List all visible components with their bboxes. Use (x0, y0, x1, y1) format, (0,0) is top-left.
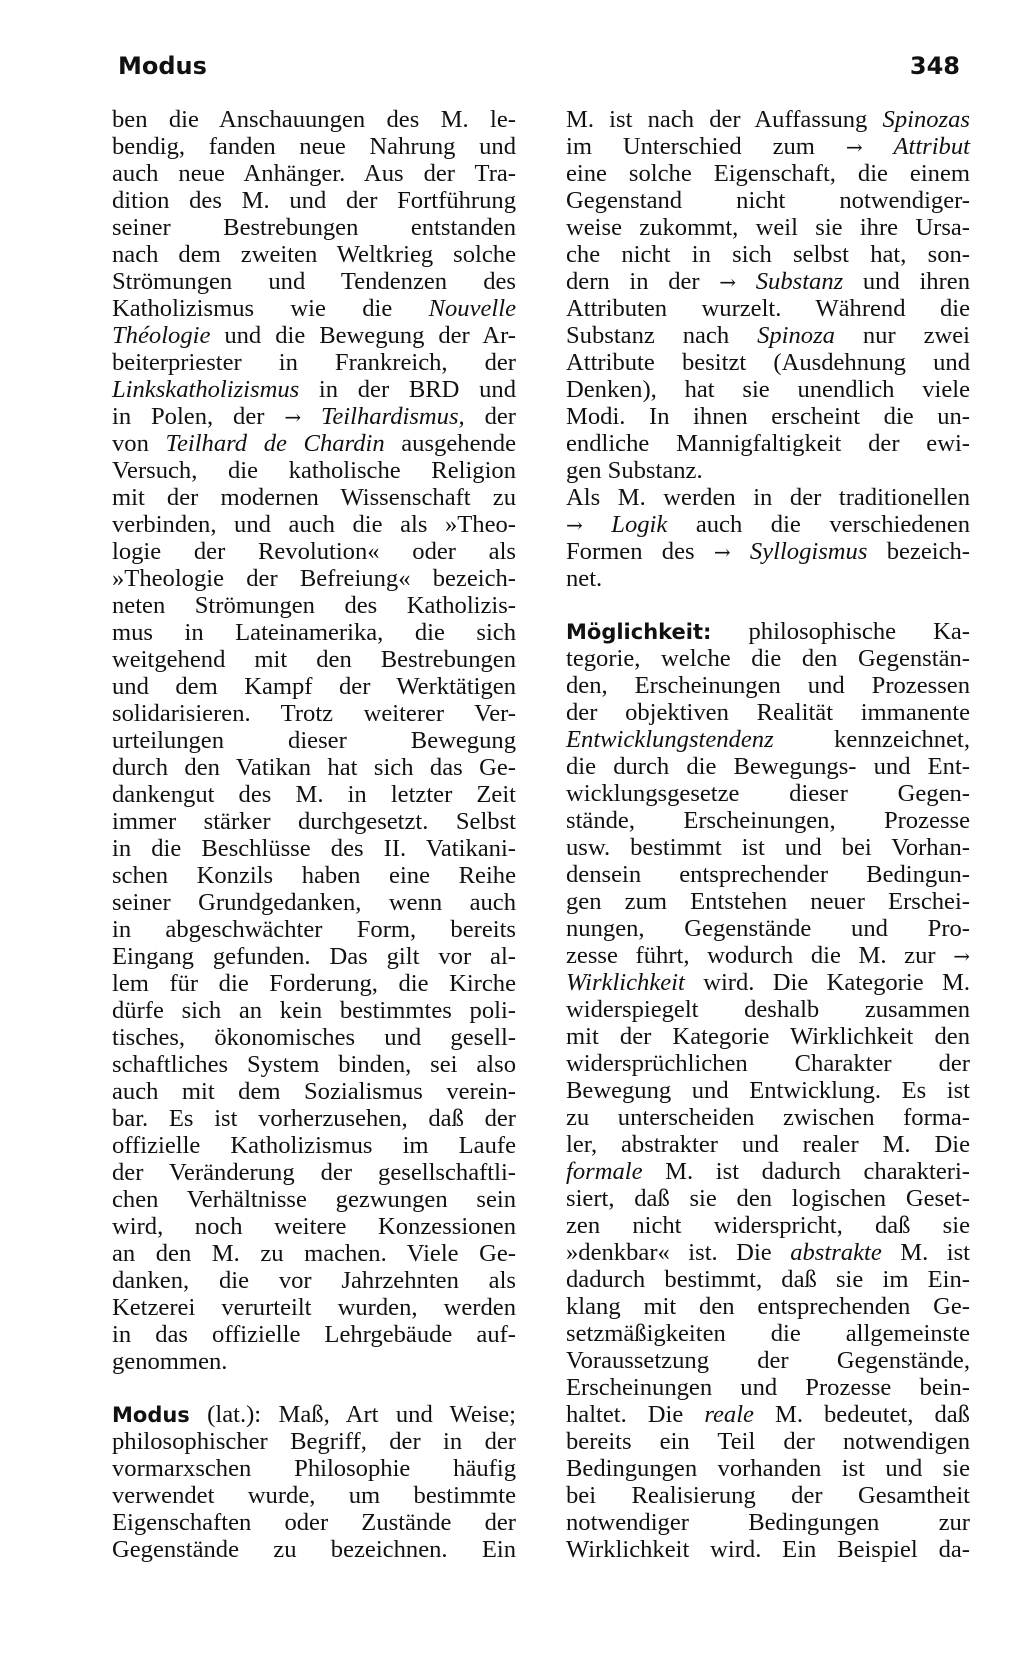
text-line: notwendiger Bedingungen zur (566, 1509, 970, 1536)
text-line: den, Erscheinungen und Prozessen (566, 672, 970, 699)
text-line: seiner Grundgedanken, wenn auch (112, 889, 516, 916)
text-line: Gegenstände zu bezeichnen. Ein (112, 1536, 516, 1563)
text-line: logie der Revolution« oder als (112, 538, 516, 565)
text-line: dadurch bestimmt, daß sie im Ein- (566, 1266, 970, 1293)
text-line: genommen. (112, 1348, 228, 1375)
cross-reference-term: Spinozas (882, 106, 970, 133)
text-line: Linkskatholizismus in der BRD und (112, 376, 516, 403)
text-line: gen Substanz. (566, 457, 703, 484)
cross-reference-term: Syllogismus (749, 538, 868, 565)
text-line: dankengut des M. in letzter Zeit (112, 781, 516, 808)
text-line: immer stärker durchgesetzt. Selbst (112, 808, 516, 835)
text-line: tisches, ökonomisches und gesell- (112, 1024, 516, 1051)
cross-reference-term: Wirklichkeit (566, 969, 685, 996)
text-line: setzmäßigkeiten die allgemeinste (566, 1320, 970, 1347)
entry-separator (112, 1375, 516, 1401)
text-line: Attribute besitzt (Ausdehnung und (566, 349, 970, 376)
emphasized-term: abstrakte (790, 1239, 882, 1266)
text-line: stände, Erscheinungen, Prozesse (566, 807, 970, 834)
text-line: Eingang gefunden. Das gilt vor al- (112, 943, 516, 970)
text-line: chen Verhältnisse gezwungen sein (112, 1186, 516, 1213)
text-line: vormarxschen Philosophie häufig (112, 1455, 516, 1482)
cross-reference-term: Théologie (112, 322, 211, 349)
text-line: → Logik auch die verschiedenen (566, 511, 970, 538)
text-line: wicklungsgesetze dieser Gegen- (566, 780, 970, 807)
text-line: Formen des → Syllogismus bezeich- (566, 538, 970, 565)
arrow-icon: → (719, 270, 737, 294)
left-column (112, 106, 516, 1563)
text-line: mit der modernen Wissenschaft zu (112, 484, 516, 511)
text-line: solidarisieren. Trotz weiterer Ver- (112, 700, 516, 727)
text-line: gen zum Entstehen neuer Erschei- (566, 888, 970, 915)
text-line: in die Beschlüsse des II. Vatikani- (112, 835, 516, 862)
text-line: in Polen, der → Teilhardismus, der (112, 403, 516, 430)
cross-reference-term: Teilhard de Chardin (165, 430, 385, 457)
text-line: usw. bestimmt ist und bei Vorhan- (566, 834, 970, 861)
text-line: Substanz nach Spinoza nur zwei (566, 322, 970, 349)
arrow-icon: → (845, 135, 863, 159)
text-line: zesse führt, wodurch die M. zur → (566, 942, 971, 969)
text-line: danken, die vor Jahrzehnten als (112, 1267, 516, 1294)
arrow-icon: → (284, 405, 302, 429)
text-line: Strömungen und Tendenzen des (112, 268, 516, 295)
text-line: urteilungen dieser Bewegung (112, 727, 516, 754)
cross-reference-term: Substanz (755, 268, 844, 295)
text-line: Bewegung und Entwicklung. Es ist (566, 1077, 970, 1104)
text-line: wird, noch weitere Konzessionen (112, 1213, 516, 1240)
text-line: endliche Mannigfaltigkeit der ewi- (566, 430, 970, 457)
text-line: Voraussetzung der Gegenstände, (566, 1347, 970, 1374)
text-line: widersprüchlichen Charakter der (566, 1050, 970, 1077)
text-line: neten Strömungen des Katholizis- (112, 592, 516, 619)
text-line: Gegenstand nicht notwendiger- (566, 187, 970, 214)
arrow-icon: → (566, 513, 583, 537)
text-line: verwendet wurde, um bestimmte (112, 1482, 516, 1509)
entry-moeglichkeit-first-line: Möglichkeit: philosophische Ka- (566, 618, 970, 645)
text-line: Wirklichkeit wird. Die Kategorie M. (566, 969, 970, 996)
text-line: klang mit den entsprechenden Ge- (566, 1293, 970, 1320)
text-line: densein entsprechender Bedingun- (566, 861, 970, 888)
text-line: M. ist nach der Auffassung Spinozas (566, 106, 970, 133)
entry-headword-moeglichkeit: Möglichkeit: (566, 620, 712, 644)
text-line: bereits ein Teil der notwendigen (566, 1428, 970, 1455)
arrow-icon: → (713, 540, 731, 564)
text-line: beiterpriester in Frankreich, der (112, 349, 516, 376)
text-line: Théologie und die Bewegung der Ar- (112, 322, 516, 349)
text-line: und dem Kampf der Werktätigen (112, 673, 516, 700)
text-line: »Theologie der Befreiung« bezeich- (112, 565, 516, 592)
cross-reference-term: Teilhardismus, (320, 403, 465, 430)
page-number: 348 (909, 52, 960, 80)
cross-reference-term: Linkskatholizismus (112, 376, 300, 403)
text-line: der objektiven Realität immanente (566, 699, 970, 726)
cross-reference-term: Nouvelle (428, 295, 516, 322)
text-line: weise zukommt, weil sie ihre Ursa- (566, 214, 970, 241)
text-line: weitgehend mit den Bestrebungen (112, 646, 516, 673)
cross-reference-term: Entwicklungstendenz (566, 726, 774, 753)
text-line: Modi. In ihnen erscheint die un- (566, 403, 970, 430)
text-line: Bedingungen vorhanden ist und sie (566, 1455, 970, 1482)
text-line: haltet. Die reale M. bedeutet, daß (566, 1401, 970, 1428)
text-line: Wirklichkeit wird. Ein Beispiel da- (566, 1536, 970, 1563)
text-line: offizielle Katholizismus im Laufe (112, 1132, 516, 1159)
text-line: lem für die Forderung, die Kirche (112, 970, 516, 997)
text-line: formale M. ist dadurch charakteri- (566, 1158, 970, 1185)
text-line: Ketzerei verurteilt wurden, werden (112, 1294, 516, 1321)
text-line: zu unterscheiden zwischen forma- (566, 1104, 970, 1131)
text-line: Versuch, die katholische Religion (112, 457, 516, 484)
text-line: widerspiegelt deshalb zusammen (566, 996, 970, 1023)
text-line: ben die Anschauungen des M. le- (112, 106, 516, 133)
text-line: »denkbar« ist. Die abstrakte M. ist (566, 1239, 970, 1266)
emphasized-term: formale (566, 1158, 643, 1185)
running-headword: Modus (118, 52, 207, 80)
text-line: nungen, Gegenstände und Pro- (566, 915, 970, 942)
text-line: dürfe sich an kein bestimmtes poli- (112, 997, 516, 1024)
text-line: an den M. zu machen. Viele Ge- (112, 1240, 516, 1267)
text-line: bendig, fanden neue Nahrung und (112, 133, 516, 160)
text-line: nach dem zweiten Weltkrieg solche (112, 241, 516, 268)
text-line: dition des M. und der Fortführung (112, 187, 516, 214)
text-line: siert, daß sie den logischen Geset- (566, 1185, 970, 1212)
text-line: Attributen wurzelt. Während die (566, 295, 970, 322)
text-line: Als M. werden in der traditionellen (566, 484, 970, 511)
text-line: dern in der → Substanz und ihren (566, 268, 970, 295)
text-line: Eigenschaften oder Zustände der (112, 1509, 516, 1536)
text-line: auch neue Anhänger. Aus der Tra- (112, 160, 516, 187)
text-line: Erscheinungen und Prozesse bein- (566, 1374, 970, 1401)
text-line: seiner Bestrebungen entstanden (112, 214, 516, 241)
text-line: verbinden, und auch die als »Theo- (112, 511, 516, 538)
text-line: Katholizismus wie die Nouvelle (112, 295, 516, 322)
text-line: Entwicklungstendenz kennzeichnet, (566, 726, 970, 753)
entry-headword-modus: Modus (112, 1403, 190, 1427)
text-line: net. (566, 565, 603, 592)
text-line: durch den Vatikan hat sich das Ge- (112, 754, 516, 781)
text-line: schen Konzils haben eine Reihe (112, 862, 516, 889)
text-line: der Veränderung der gesellschaftli- (112, 1159, 516, 1186)
text-line: zen nicht widerspricht, daß sie (566, 1212, 970, 1239)
text-line: bei Realisierung der Gesamtheit (566, 1482, 970, 1509)
text-line: bar. Es ist vorherzusehen, daß der (112, 1105, 516, 1132)
entry-separator (566, 592, 970, 618)
text-line: von Teilhard de Chardin ausgehende (112, 430, 516, 457)
text-line: ler, abstrakter und realer M. Die (566, 1131, 970, 1158)
text-line: im Unterschied zum → Attribut (566, 133, 970, 160)
emphasized-term: reale (704, 1401, 754, 1428)
entry-modus-first-line: Modus (lat.): Maß, Art und Weise; (112, 1401, 516, 1428)
text-line: in abgeschwächter Form, bereits (112, 916, 516, 943)
text-line: in das offizielle Lehrgebäude auf- (112, 1321, 516, 1348)
text-line: eine solche Eigenschaft, die einem (566, 160, 970, 187)
text-line: mus in Lateinamerika, die sich (112, 619, 516, 646)
text-line: tegorie, welche die den Gegenstän- (566, 645, 970, 672)
running-head (118, 52, 960, 92)
text-line: mit der Kategorie Wirklichkeit den (566, 1023, 970, 1050)
cross-reference-term: Spinoza (757, 322, 835, 349)
cross-reference-term: Logik (611, 511, 668, 538)
text-line: die durch die Bewegungs- und Ent- (566, 753, 970, 780)
text-line: Denken), hat sie unendlich viele (566, 376, 970, 403)
text-line: schaftliches System binden, sei also (112, 1051, 516, 1078)
cross-reference-term: Attribut (893, 133, 970, 160)
text-line: philosophischer Begriff, der in der (112, 1428, 516, 1455)
arrow-icon: → (953, 944, 971, 968)
text-line: che nicht in sich selbst hat, son- (566, 241, 970, 268)
text-line: auch mit dem Sozialismus verein- (112, 1078, 516, 1105)
right-column (566, 106, 970, 1563)
